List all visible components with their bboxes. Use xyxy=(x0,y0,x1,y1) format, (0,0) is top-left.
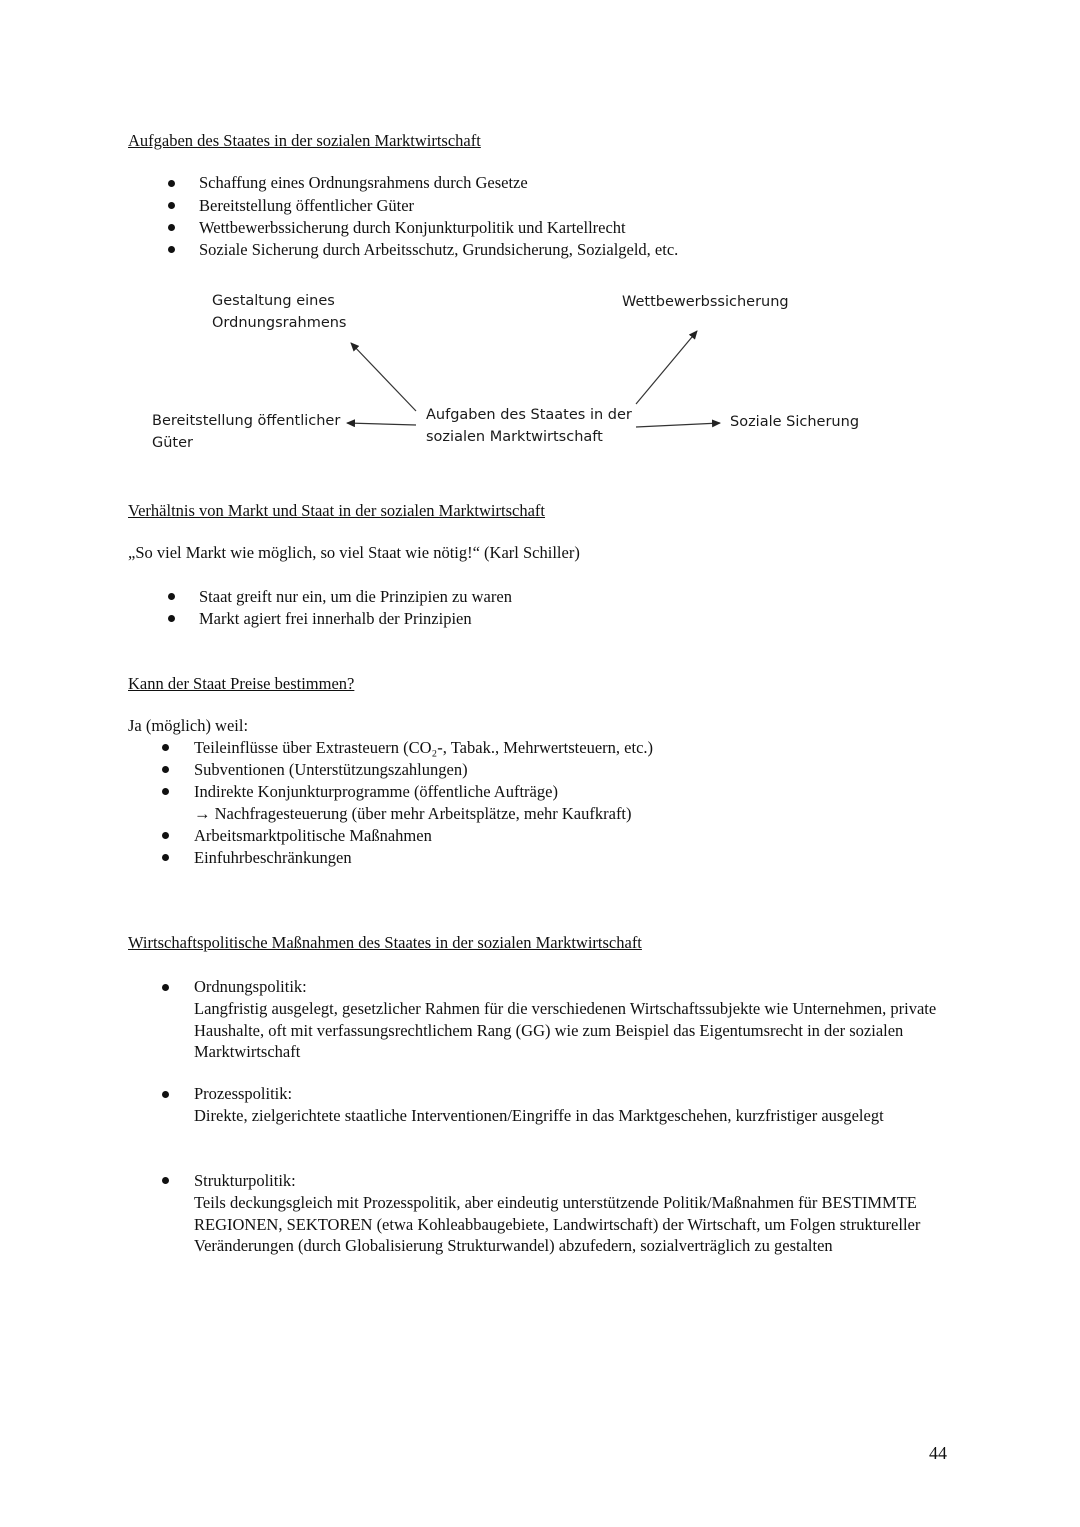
bullet-dot xyxy=(168,593,175,600)
item-title: Prozesspolitik: xyxy=(194,1084,293,1103)
diagram-node-soziale-sicherung: Soziale Sicherung xyxy=(730,414,860,430)
bullet-dot xyxy=(162,1091,169,1098)
bullet-dot xyxy=(162,984,169,991)
bullet-dot xyxy=(162,788,169,795)
item-text: Langfristig ausgelegt, gesetzlicher Rahmen für die verschiedenen Wirtschaftssubjekte wie Unternehmen, private Haushalte, oft mit verfassungsrechtlichem Rang (GG) wie zum Beispiel das Eigentumsrecht in der sozialen Marktwirtschaft xyxy=(194,999,937,1061)
list-item: Soziale Sicherung durch Arbeitsschutz, Grundsicherung, Sozialgeld, etc. xyxy=(199,240,679,259)
diagram-node-gueter xyxy=(152,410,340,454)
node-line: sozialen Marktwirtschaft xyxy=(426,429,603,445)
list-item: Staat greift nur ein, um die Prinzipien zu waren xyxy=(199,587,512,606)
list-item: Markt agiert frei innerhalb der Prinzipien xyxy=(199,609,472,628)
list-item: Teileinflüsse über Extrasteuern (CO₂-, Tabak., Mehrwertsteuern, etc.) xyxy=(194,738,654,757)
arrow-to-soziale-sicherung xyxy=(636,423,720,427)
sub-note: → Nachfragesteuerung (über mehr Arbeitsplätze, mehr Kaufkraft) xyxy=(194,804,632,823)
bullet-dot xyxy=(162,1177,169,1184)
section-heading-verhaeltnis: Verhältnis von Markt und Staat in der sozialen Marktwirtschaft xyxy=(128,501,545,520)
diagram-node-wettbewerb: Wettbewerbssicherung xyxy=(622,294,789,310)
list-item: Indirekte Konjunkturprogramme (öffentliche Aufträge) xyxy=(194,782,558,801)
bullet-dot xyxy=(168,615,175,622)
bullet-dot xyxy=(162,744,169,751)
quote: „So viel Markt wie möglich, so viel Staat wie nötig!“ (Karl Schiller) xyxy=(128,543,580,562)
diagram-arrows xyxy=(0,0,1080,470)
node-line: Güter xyxy=(152,435,193,451)
list-item: Arbeitsmarktpolitische Maßnahmen xyxy=(194,826,432,845)
arrow-to-wettbewerb xyxy=(636,331,697,404)
bullet-dot xyxy=(162,854,169,861)
item-text: Teils deckungsgleich mit Prozesspolitik, aber eindeutig unterstützende Politik/Maßnahmen für BESTIMMTE REGIONEN, SEKTOREN (etwa Kohleabbaugebiete, Landwirtschaft) der Wirtschaft, um Folgen struktureller Veränderungen (durch Globalisierung Strukturwandel) abzufedern, sozialverträglich zu gestalten xyxy=(194,1193,921,1255)
node-line: Aufgaben des Staates in der xyxy=(426,407,632,423)
diagram-node-ordnungsrahmen xyxy=(212,290,346,334)
section-heading-aufgaben: Aufgaben des Staates in der sozialen Marktwirtschaft xyxy=(128,131,481,150)
item-text: Direkte, zielgerichtete staatliche Interventionen/Eingriffe in das Marktgeschehen, kurzfristiger ausgelegt xyxy=(194,1106,884,1125)
node-line: Ordnungsrahmens xyxy=(212,315,347,331)
list-item: Schaffung eines Ordnungsrahmens durch Gesetze xyxy=(199,173,528,192)
item-title: Ordnungspolitik: xyxy=(194,977,307,996)
arrow-to-ordnungsrahmen xyxy=(351,343,416,411)
intro-text: Ja (möglich) weil: xyxy=(128,716,249,735)
arrow-to-gueter xyxy=(347,423,416,425)
node-line: Gestaltung eines xyxy=(212,293,335,309)
diagram-node-center xyxy=(426,404,632,448)
item-title: Strukturpolitik: xyxy=(194,1171,296,1190)
bullet-dot xyxy=(162,766,169,773)
list-item: Einfuhrbeschränkungen xyxy=(194,848,352,867)
node-line: Bereitstellung öffentlicher xyxy=(152,413,341,429)
section-heading-massnahmen: Wirtschaftspolitische Maßnahmen des Staates in der sozialen Marktwirtschaft xyxy=(128,933,642,952)
section-heading-preise: Kann der Staat Preise bestimmen? xyxy=(128,674,355,693)
list-item: Subventionen (Unterstützungszahlungen) xyxy=(194,760,468,779)
page-number: 44 xyxy=(929,1443,947,1463)
bullet-dot xyxy=(162,832,169,839)
list-item: Wettbewerbssicherung durch Konjunkturpolitik und Kartellrecht xyxy=(199,218,626,237)
list-item: Bereitstellung öffentlicher Güter xyxy=(199,196,415,215)
